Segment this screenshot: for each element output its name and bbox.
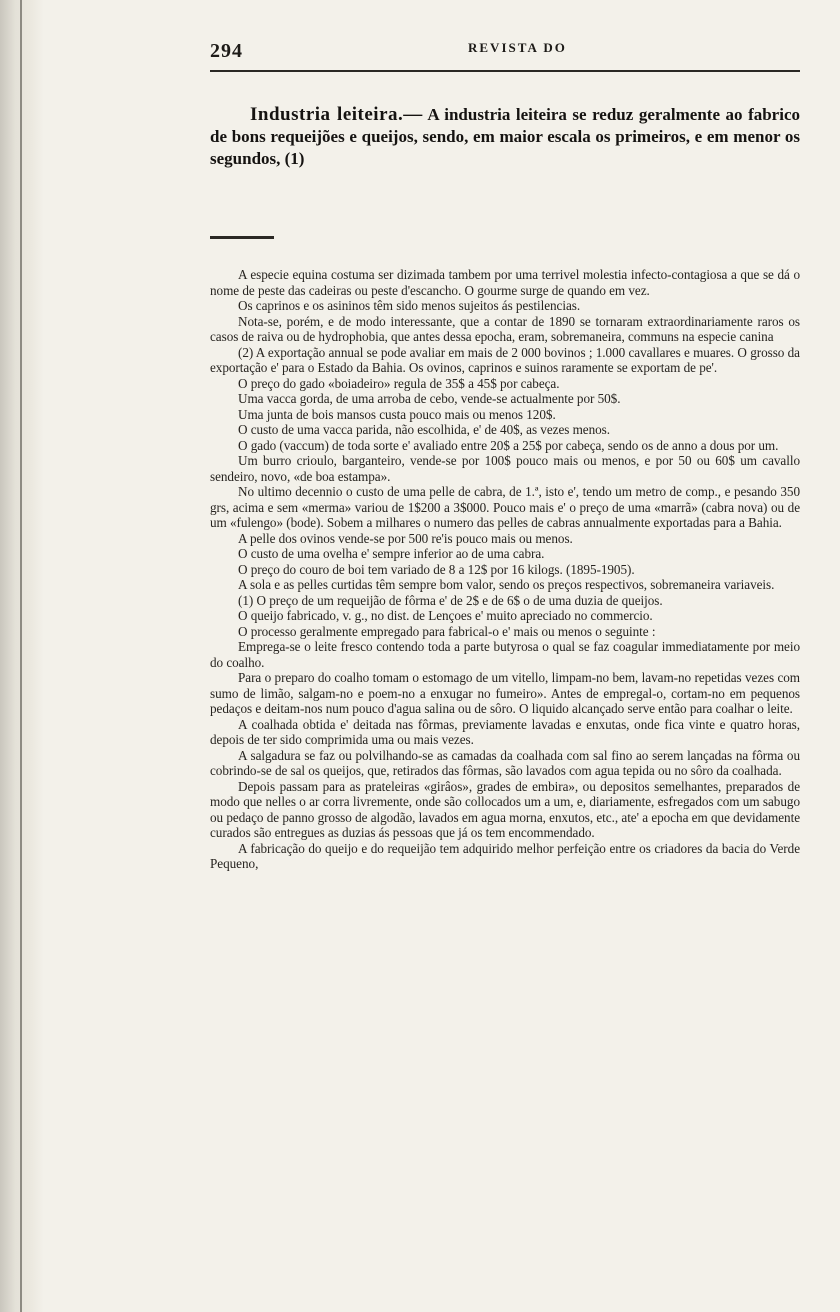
section-paragraph [210, 104, 800, 170]
footnote-paragraph: A fabricação do queijo e do requeijão tem adquirido melhor perfeição entre os criadores da bacia do Verde Pequeno, [210, 840, 800, 871]
footnote-paragraph: Os caprinos e os asininos têm sido menos sujeitos ás pestilencias. [238, 298, 581, 313]
footnote-paragraph: Um burro crioulo, barganteiro, vende-se por 100$ pouco mais ou menos, e por 50 ou 60$ um cavallo sendeiro, novo, «de boa estampa». [210, 453, 800, 484]
footnote-paragraph: No ultimo decennio o custo de uma pelle de cabra, de 1.ª, isto e', tendo um metro de comp., e pesando 350 grs, acima e sem «merma» variou de 1$200 a 3$000. Pouco mais e' o preço de uma «marrã» (cabra nova) ou de um «fulengo» (bode). Sobem a milhares o numero das pelles de cabras annualmente exportadas para a Bahia. [210, 484, 800, 530]
footnote-paragraph: O preço do gado «boiadeiro» regula de 35$ a 45$ por cabeça. [238, 375, 560, 391]
page-number: 294 [210, 40, 243, 62]
section-intro: A industria leiteira se reduz geralmente ao fabrico de bons requeijões e queijos, sendo, em maior escala os primeiros, e em menor os segundos, (1) [210, 105, 801, 168]
footnote-paragraph: A coalhada obtida e' deitada nas fôrmas, previamente lavadas e enxutas, onde fica vinte e quatro horas, depois de ter sido comprimida uma ou mais vezes. [210, 716, 800, 747]
footnote-paragraph: O queijo fabricado, v. g., no dist. de Lençoes e' muito apreciado no commercio. [238, 608, 653, 623]
footnote-paragraph: Uma vacca gorda, de uma arroba de cebo, vende-se actualmente por 50$. [238, 391, 621, 406]
footnote-paragraph: A sola e as pelles curtidas têm sempre bom valor, sendo os preços respectivos, sobremaneira variaveis. [238, 577, 775, 592]
footnote-paragraph: O gado (vaccum) de toda sorte e' avaliado entre 20$ a 25$ por cabeça, sendo os de anno a dous por um. [238, 437, 779, 453]
page-header [210, 40, 800, 72]
section-title: Industria leiteira.— [250, 104, 423, 125]
footnote-paragraph: O custo de uma ovelha e' sempre inferior ao de uma cabra. [238, 546, 545, 561]
footnote-paragraph: (1) O preço de um requeijão de fôrma e' de 2$ e de 6$ o de uma duzia de queijos. [238, 592, 663, 608]
footnote-paragraph: Emprega-se o leite fresco contendo toda a parte butyrosa o qual se faz coagular immediatamente por meio do coalho. [210, 639, 800, 670]
page-gutter [0, 0, 44, 1312]
footnote-paragraph: O processo geralmente empregado para fabrical-o e' mais ou menos o seguinte : [238, 623, 656, 639]
footnote-paragraph: A pelle dos ovinos vende-se por 500 re'is pouco mais ou menos. [238, 530, 573, 546]
footnote-paragraph: Para o preparo do coalho tomam o estomago de um vitello, limpam-no bem, lavam-no repetidas vezes com sumo de limão, salgam-no e poem-no a enxugar no fumeiro». Antes de empregal-o, cortam-no em pequenos pedaços e deitam-nos num pouco d'agua salina ou de sôro. O liquido alcançado serve então para coalhar o leite. [210, 670, 800, 716]
footnote-paragraph: Depois passam para as prateleiras «girâos», grades de embira», ou depositos semelhantes, preparados de modo que nelles o ar corra livremente, onde são collocados um a um, e, diariamente, esfregados com um sabugo ou pedaço de panno grosso de algodão, lavados em agua morna, enxutos, etc., ate' a epocha em que devidamente curados são entregues as duzias ás pessoas que já os tem encommendado. [210, 778, 800, 840]
footnote-separator [210, 236, 274, 239]
footnote-paragraph: Uma junta de bois mansos custa pouco mais ou menos 120$. [238, 406, 556, 422]
footnote-paragraph: A especie equina costuma ser dizimada tambem por uma terrivel molestia infecto-contagiosa a que se dá o nome de peste das cadeiras ou peste d'escancho. O gourme surge de quando em vez. [210, 267, 800, 298]
running-head: REVISTA DO [468, 40, 567, 55]
footnote-paragraph: O custo de uma vacca parida, não escolhida, e' de 40$, as vezes menos. [238, 422, 611, 437]
footnote-paragraph: O preço do couro de boi tem variado de 8 a 12$ por 16 kilogs. (1895-1905). [238, 561, 635, 577]
footnotes-block [210, 267, 800, 872]
footnote-paragraph: (2) A exportação annual se pode avaliar em mais de 2 000 bovinos ; 1.000 cavallares e muares. O grosso da exportação e' para o Estado da Bahia. Os ovinos, caprinos e suinos raramente se exportam de pe'. [210, 344, 800, 375]
footnote-paragraph: Nota-se, porém, e de modo interessante, que a contar de 1890 se tornaram extraordinariamente raros os casos de raiva ou de hydrophobia, que antes dessa epocha, eram, sobremaneira, communs na especie canina [210, 313, 800, 344]
page-sheet [210, 40, 800, 872]
footnote-paragraph: A salgadura se faz ou polvilhando-se as camadas da coalhada com sal fino ao serem lançadas na fôrma ou cobrindo-se de sal os queijos, que, retirados das fôrmas, são lavados com agua tepida ou no sôro da coalhada. [210, 747, 800, 778]
